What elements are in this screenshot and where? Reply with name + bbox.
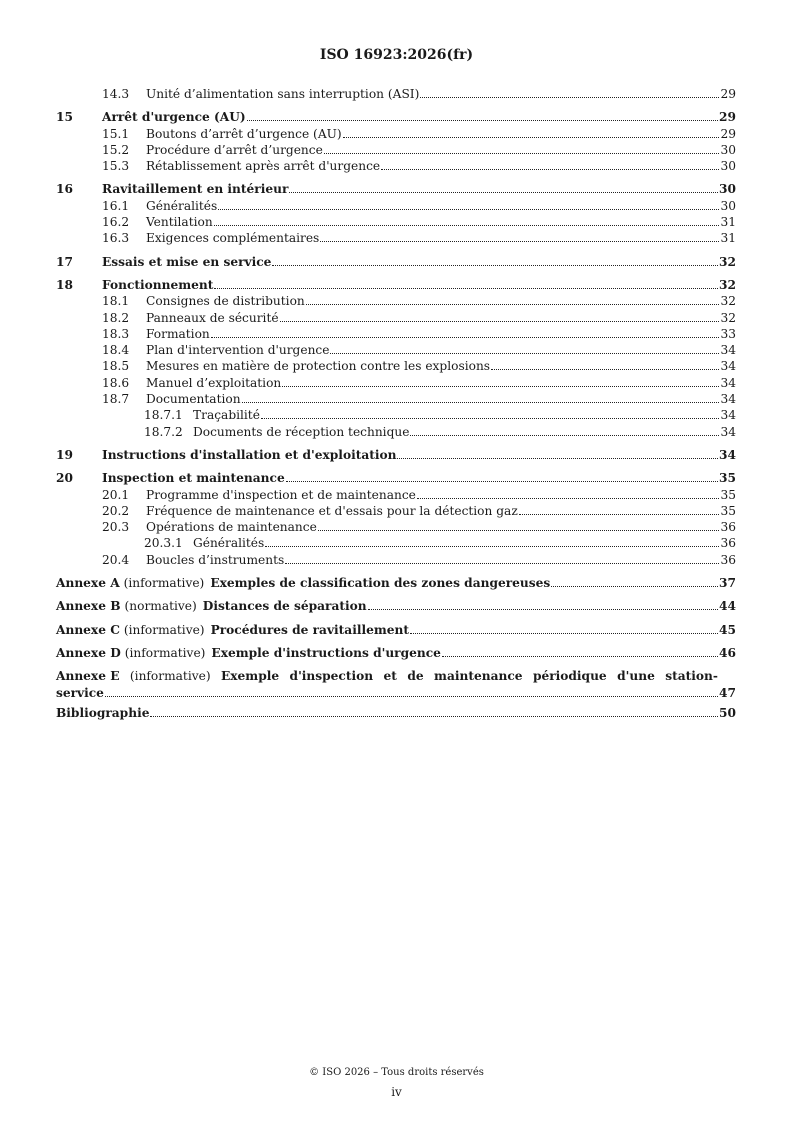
toc-entry-16[interactable] — [56, 181, 736, 197]
dot-leader — [265, 546, 719, 547]
toc-entry-title: Ravitaillement en intérieur — [102, 182, 289, 197]
toc-entry-title: Panneaux de sécurité — [146, 310, 279, 325]
toc-entry-page: 34 — [720, 359, 736, 374]
toc-entry-annex-e[interactable] — [56, 668, 736, 701]
toc-entry-title: Plan d'intervention d'urgence — [146, 343, 330, 358]
toc-entry-number: 18.5 — [102, 359, 130, 374]
toc-entry-page: 33 — [720, 326, 736, 341]
toc-entry-title: Généralités — [193, 536, 265, 551]
annex-type: (informative) — [124, 645, 206, 660]
toc-entry-20-2[interactable] — [56, 503, 736, 519]
toc-entry-number: 18.2 — [102, 310, 130, 325]
toc-entry-title: Instructions d'installation et d'exploitation — [102, 447, 397, 462]
dot-leader — [324, 153, 720, 154]
dot-leader — [417, 498, 720, 499]
toc-entry-number: 14.3 — [102, 87, 130, 101]
toc-entry-number: 15 — [56, 110, 73, 125]
toc-entry-page: 34 — [720, 343, 736, 358]
toc-entry-number: 16.3 — [102, 231, 130, 246]
annex-title-word: maintenance — [434, 669, 523, 684]
toc-entry-16-1[interactable] — [56, 198, 736, 214]
toc-entry-number: 20.4 — [102, 552, 130, 567]
toc-entry-title: Fonctionnement — [102, 277, 214, 292]
toc-entry-title: Documents de réception technique — [193, 424, 410, 439]
toc-entry-page: 32 — [719, 254, 736, 269]
dot-leader — [286, 481, 718, 482]
toc-entry-bibliography[interactable] — [56, 705, 736, 721]
annex-label: Annexe C — [56, 622, 120, 637]
toc-entry-number: 15.3 — [102, 159, 130, 174]
toc-entry-number: 20.3.1 — [144, 536, 183, 551]
dot-leader — [247, 120, 718, 121]
toc-entry-15-1[interactable] — [56, 126, 736, 142]
toc-entry-page: 45 — [719, 622, 736, 637]
toc-entry-number: 17 — [56, 254, 73, 269]
annex-type: (normative) — [124, 599, 197, 614]
toc-entry-number: 16 — [56, 182, 73, 197]
dot-leader — [306, 304, 720, 305]
toc-entry-page: 31 — [720, 231, 736, 246]
toc-entry-title: Généralités — [146, 198, 218, 213]
annex-title-word: d'inspection — [289, 669, 374, 684]
toc-entry-18-5[interactable] — [56, 358, 736, 374]
dot-leader — [318, 530, 720, 531]
toc-entry-title: Consignes de distribution — [146, 294, 305, 309]
toc-entry-14-3[interactable] — [56, 86, 736, 102]
toc-entry-page: 35 — [720, 487, 736, 502]
toc-entry-title: Programme d'inspection et de maintenance — [146, 487, 416, 502]
document-header: ISO 16923:2026(fr) — [319, 47, 474, 63]
toc-entry-number: 20 — [56, 471, 73, 486]
toc-entry-page: 36 — [720, 520, 736, 535]
toc-entry-number: 18 — [56, 277, 73, 292]
toc-entry-title: Arrêt d'urgence (AU) — [102, 110, 246, 125]
dot-leader — [218, 209, 719, 210]
annex-title-word: d'une — [617, 669, 655, 684]
toc-entry-annex-c[interactable] — [56, 622, 736, 638]
toc-entry-18-6[interactable] — [56, 375, 736, 391]
toc-entry-title: Bibliographie — [56, 705, 150, 720]
toc-entry-20-3[interactable] — [56, 519, 736, 535]
toc-entry-title: Mesures en matière de protection contre les explosions — [146, 359, 491, 374]
annex-title-word: périodique — [532, 669, 607, 684]
toc-entry-number: 18.7.2 — [144, 424, 183, 439]
toc-entry-title: Procédure d’arrêt d’urgence — [146, 142, 323, 157]
annex-label: Annexe E — [56, 669, 120, 684]
dot-leader — [289, 192, 718, 193]
toc-entry-number: 19 — [56, 447, 73, 462]
toc-entry-page: 35 — [720, 503, 736, 518]
toc-entry-20[interactable] — [56, 470, 736, 486]
toc-entry-page: 34 — [720, 392, 736, 407]
toc-entry-page: 47 — [719, 685, 736, 700]
dot-leader — [105, 696, 718, 697]
dot-leader — [214, 225, 720, 226]
toc-entry-title: Formation — [146, 326, 210, 341]
toc-entry-title: Manuel d’exploitation — [146, 375, 282, 390]
dot-leader — [261, 418, 720, 419]
dot-leader — [519, 514, 720, 515]
toc-entry-annex-a[interactable] — [56, 575, 736, 591]
annex-title-word: Exemple — [221, 669, 280, 684]
toc-entry-number: 18.6 — [102, 375, 130, 390]
toc-entry-title: Ventilation — [146, 215, 213, 230]
toc-entry-15-3[interactable] — [56, 158, 736, 174]
dot-leader — [420, 97, 719, 98]
dot-leader — [330, 353, 719, 354]
dot-leader — [410, 633, 718, 634]
toc-entry-number: 18.4 — [102, 343, 130, 358]
toc-entry-15-2[interactable] — [56, 142, 736, 158]
annex-e-second-line — [56, 685, 736, 701]
toc-entry-title: Fréquence de maintenance et d'essais pour la détection gaz — [146, 503, 518, 518]
toc-entry-18-1[interactable] — [56, 293, 736, 309]
toc-entry-18-7-2[interactable] — [56, 424, 736, 440]
toc-entry-page: 37 — [719, 576, 736, 591]
toc-entry-page: 32 — [719, 277, 736, 292]
toc-entry-20-4[interactable] — [56, 552, 736, 568]
toc-entry-title: Boucles d’instruments — [146, 552, 285, 567]
toc-entry-page: 46 — [719, 645, 736, 660]
toc-entry-number: 18.7.1 — [144, 408, 183, 423]
toc-entry-title: Opérations de maintenance — [146, 520, 317, 535]
toc-entry-title: Exemple d'instructions d'urgence — [211, 645, 441, 660]
dot-leader — [442, 656, 718, 657]
toc-entry-title: Procédures de ravitaillement — [210, 622, 409, 637]
toc-entry-title: Exigences complémentaires — [146, 231, 320, 246]
toc-entry-page: 32 — [720, 294, 736, 309]
dot-leader — [285, 563, 719, 564]
dot-leader — [214, 288, 718, 289]
toc-entry-page: 34 — [720, 375, 736, 390]
toc-entry-page: 35 — [719, 471, 736, 486]
dot-leader — [381, 169, 719, 170]
dot-leader — [150, 716, 718, 717]
dot-leader — [211, 337, 720, 338]
toc-entry-number: 18.3 — [102, 326, 130, 341]
table-of-contents — [56, 86, 736, 721]
toc-entry-page: 34 — [720, 424, 736, 439]
dot-leader — [242, 402, 720, 403]
toc-entry-title: Traçabilité — [193, 408, 260, 423]
toc-entry-number: 18.1 — [102, 294, 130, 309]
dot-leader — [282, 386, 719, 387]
toc-entry-15[interactable] — [56, 109, 736, 125]
annex-title-word: et — [383, 669, 397, 684]
toc-entry-title: Rétablissement après arrêt d'urgence — [146, 159, 381, 174]
annex-type: (informative) — [129, 669, 211, 684]
toc-entry-page: 32 — [720, 310, 736, 325]
dot-leader — [368, 609, 718, 610]
annex-title-word: station- — [665, 669, 718, 684]
dot-leader — [551, 586, 718, 587]
toc-entry-number: 18.7 — [102, 392, 130, 407]
toc-entry-annex-d[interactable] — [56, 645, 736, 661]
annex-title-word: de — [407, 669, 424, 684]
annex-type: (informative) — [123, 622, 205, 637]
toc-entry-17[interactable] — [56, 254, 736, 270]
dot-leader — [320, 241, 719, 242]
annex-type: (informative) — [123, 576, 205, 591]
toc-entry-page: 31 — [720, 215, 736, 230]
toc-entry-19[interactable] — [56, 447, 736, 463]
toc-entry-annex-b[interactable] — [56, 598, 736, 614]
toc-entry-page: 29 — [719, 110, 736, 125]
toc-entry-title: Exemples de classification des zones dangereuses — [210, 576, 551, 591]
toc-entry-18-7-1[interactable] — [56, 407, 736, 423]
dot-leader — [397, 458, 718, 459]
dot-leader — [272, 265, 718, 266]
copyright-notice: © ISO 2026 – Tous droits réservés — [309, 1067, 484, 1078]
toc-entry-number: 20.3 — [102, 520, 130, 535]
dot-leader — [280, 321, 720, 322]
toc-entry-title: Unité d’alimentation sans interruption (ASI) — [146, 87, 420, 101]
toc-entry-number: 16.2 — [102, 215, 130, 230]
dot-leader — [491, 369, 719, 370]
toc-entry-page: 30 — [720, 142, 736, 157]
toc-entry-number: 15.2 — [102, 142, 130, 157]
toc-entry-title: Essais et mise en service — [102, 254, 272, 269]
toc-entry-20-3-1[interactable] — [56, 535, 736, 551]
toc-entry-page: 29 — [720, 87, 736, 101]
toc-entry-page: 30 — [720, 198, 736, 213]
toc-entry-number: 20.1 — [102, 487, 130, 502]
toc-entry-20-1[interactable] — [56, 487, 736, 503]
dot-leader — [410, 435, 719, 436]
toc-entry-page: 50 — [719, 705, 736, 720]
annex-label: Annexe A — [56, 576, 120, 591]
toc-entry-18-7[interactable] — [56, 391, 736, 407]
toc-entry-16-2[interactable] — [56, 214, 736, 230]
page-number: iv — [391, 1085, 402, 1099]
toc-entry-page: 36 — [720, 536, 736, 551]
toc-entry-18[interactable] — [56, 277, 736, 293]
toc-entry-number: 20.2 — [102, 503, 130, 518]
toc-entry-number: 15.1 — [102, 126, 130, 141]
toc-entry-18-3[interactable] — [56, 326, 736, 342]
toc-entry-18-4[interactable] — [56, 342, 736, 358]
annex-label: Annexe B — [56, 599, 121, 614]
toc-entry-title: Boutons d’arrêt d’urgence (AU) — [146, 126, 342, 141]
toc-entry-title-continued: service — [56, 685, 104, 700]
annex-e-first-line — [56, 668, 736, 684]
toc-entry-title: Inspection et maintenance — [102, 471, 285, 486]
toc-entry-title: Documentation — [146, 392, 241, 407]
toc-entry-page: 36 — [720, 552, 736, 567]
toc-entry-page: 34 — [720, 408, 736, 423]
annex-label: Annexe D — [56, 645, 121, 660]
toc-entry-page: 44 — [719, 599, 736, 614]
toc-entry-page: 30 — [719, 182, 736, 197]
toc-entry-page: 29 — [720, 126, 736, 141]
dot-leader — [343, 137, 720, 138]
toc-entry-number: 16.1 — [102, 198, 130, 213]
toc-entry-page: 30 — [720, 159, 736, 174]
toc-entry-page: 34 — [719, 447, 736, 462]
toc-entry-18-2[interactable] — [56, 310, 736, 326]
toc-entry-16-3[interactable] — [56, 230, 736, 246]
toc-entry-title: Distances de séparation — [202, 599, 367, 614]
